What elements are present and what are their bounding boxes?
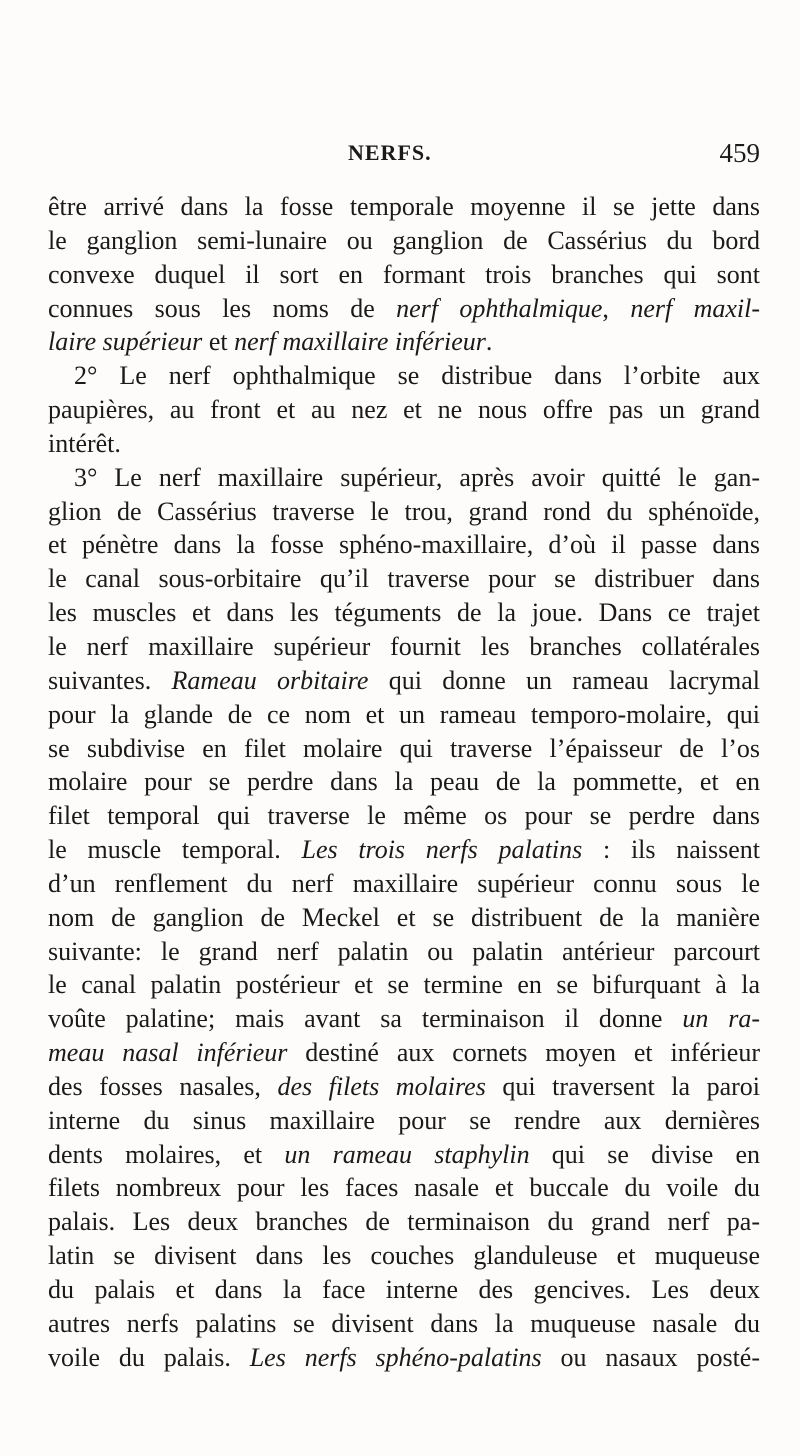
text-line (48, 461, 760, 495)
text-run: suivantes. (48, 665, 172, 695)
text-run: qui traversent la paroi (485, 1071, 760, 1101)
text-line (48, 528, 760, 562)
text-line (48, 1036, 760, 1070)
text-run: , (602, 293, 631, 323)
text-run: et (202, 327, 235, 357)
text-line (48, 495, 760, 529)
text-run: d’un renflement du nerf maxillaire supérieur connu sous le (48, 868, 760, 898)
text-line (48, 901, 760, 935)
text-line (48, 1341, 760, 1375)
body-text (48, 190, 760, 1375)
text-run: . (485, 327, 493, 357)
text-run: ou nasaux posté- (541, 1342, 760, 1372)
text-line (48, 732, 760, 766)
text-run: latin se divisent dans les couches glanduleuse et muqueuse (48, 1241, 760, 1271)
text-run: le nerf maxillaire supérieur fournit les branches collatérales (48, 631, 760, 661)
text-run: 3° Le nerf maxillaire supérieur, après avoir quitté le gan- (74, 462, 760, 492)
text-run: glion de Cassérius traverse le trou, grand rond du sphénoïde, (48, 496, 760, 526)
text-run: voûte palatine; mais avant sa terminaison il donne (48, 1004, 683, 1034)
text-run: palais. Les deux branches de terminaison du grand nerf pa- (48, 1207, 760, 1237)
text-line (48, 224, 760, 258)
italic-text: un rameau staphylin (284, 1139, 530, 1169)
italic-text: des filets molaires (277, 1071, 486, 1101)
text-run: suivante: le grand nerf palatin ou palatin antérieur parcourt (48, 936, 760, 966)
text-run: destiné aux cornets moyen et inférieur (287, 1038, 761, 1068)
running-title: NERFS. (348, 140, 432, 165)
text-run: qui se divise en (529, 1139, 761, 1169)
text-line (48, 698, 760, 732)
text-line (48, 867, 760, 901)
italic-text: nerf maxil- (630, 293, 761, 323)
italic-text: meau nasal inférieur (48, 1038, 288, 1068)
italic-text: nerf maxillaire inférieur (234, 327, 486, 357)
text-line (48, 393, 760, 427)
text-line (48, 664, 760, 698)
italic-text: un ra- (682, 1004, 760, 1034)
text-line (48, 630, 760, 664)
text-line (48, 1171, 760, 1205)
text-line (48, 833, 760, 867)
text-line (48, 562, 760, 596)
text-line (48, 1205, 760, 1239)
text-line (48, 1307, 760, 1341)
text-run: connues sous les noms de (48, 293, 397, 323)
text-line (48, 1002, 760, 1036)
text-run: le canal palatin postérieur et se termine en se bifurquant à la (48, 970, 760, 1000)
text-run: pour la glande de ce nom et un rameau temporo-molaire, qui (48, 699, 760, 729)
text-line (48, 1273, 760, 1307)
text-run: le canal sous-orbitaire qu’il traverse pour se distribuer dans (48, 564, 760, 594)
text-run: interne du sinus maxillaire pour se rendre aux dernières (48, 1105, 760, 1135)
text-line (48, 935, 760, 969)
text-line (48, 1070, 760, 1104)
text-line (48, 799, 760, 833)
italic-text: laire supérieur (48, 327, 203, 357)
italic-text: nerf ophthalmique (396, 293, 603, 323)
text-line (48, 190, 760, 224)
italic-text: Rameau orbitaire (171, 665, 369, 695)
text-run: et pénètre dans la fosse sphéno-maxillaire, d’où il passe dans (48, 530, 760, 560)
text-run: qui donne un rameau lacrymal (368, 665, 761, 695)
text-run: autres nerfs palatins se divisent dans la muqueuse nasale du (48, 1308, 760, 1338)
text-run: du palais et dans la face interne des gencives. Les deux (48, 1275, 760, 1304)
text-line (48, 258, 760, 292)
text-line (48, 292, 760, 326)
running-head (48, 140, 760, 176)
text-run: être arrivé dans la fosse temporale moyenne il se jette dans (48, 192, 760, 221)
text-run: nom de ganglion de Meckel et se distribuent de la manière (48, 902, 760, 932)
italic-text: Les nerfs sphéno-palatins (249, 1342, 542, 1372)
text-run: se subdivise en filet molaire qui traverse l’épaisseur de l’os (48, 733, 760, 763)
text-run: les muscles et dans les téguments de la joue. Dans ce trajet (48, 598, 760, 628)
text-run: des fosses nasales, (48, 1071, 278, 1101)
text-run: le ganglion semi-lunaire ou ganglion de Cassérius du bord (48, 225, 760, 255)
text-line (48, 596, 760, 630)
page-number: 459 (719, 138, 760, 168)
text-line (48, 1104, 760, 1138)
text-line (48, 359, 760, 393)
text-run: filet temporal qui traverse le même os pour se perdre dans (48, 801, 760, 831)
text-line (48, 1239, 760, 1273)
text-run: voile du palais. (48, 1342, 250, 1372)
italic-text: Les trois nerfs palatins (301, 835, 583, 865)
text-line (48, 968, 760, 1002)
text-run: intérêt. (48, 428, 121, 458)
text-run: molaire pour se perdre dans la peau de la pommette, et en (48, 767, 760, 797)
text-run: filets nombreux pour les faces nasale et buccale du voile du (48, 1173, 760, 1203)
text-line (48, 765, 760, 799)
text-run: 2° Le nerf ophthalmique se distribue dans l’orbite aux (74, 361, 760, 391)
text-run: convexe duquel il sort en formant trois branches qui sont (48, 259, 760, 289)
text-run: : ils naissent (582, 835, 760, 865)
text-run: paupières, au front et au nez et ne nous offre pas un grand (48, 395, 760, 425)
text-line (48, 325, 760, 359)
text-run: le muscle temporal. (48, 835, 302, 865)
text-line (48, 427, 760, 461)
text-run: dents molaires, et (48, 1139, 285, 1169)
text-line (48, 1138, 760, 1172)
